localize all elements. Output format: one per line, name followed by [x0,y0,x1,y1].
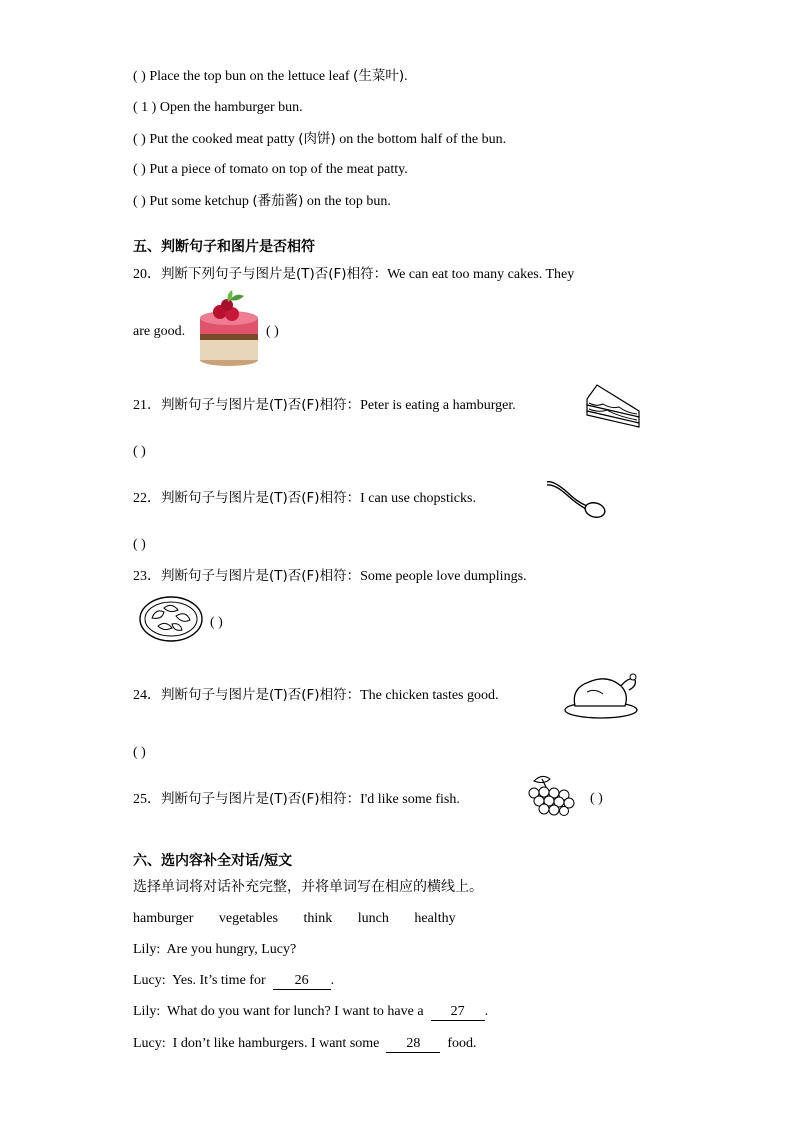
word-option: lunch [357,911,389,926]
grapes-icon [520,773,580,817]
question-22: 22．判断句子与图片是(T)否(F)相符：I can use chopsticks. [133,490,476,506]
word-option: think [303,911,333,926]
dialogue-line-4: Lucy: I don’t like hamburgers. I want some 28 food. [133,1036,477,1051]
answer-blank-26[interactable]: 26 [273,973,331,990]
question-20-cont: are good. [133,324,186,339]
dialogue-line-2: Lucy: Yes. It’s time for 26 . [133,973,335,988]
word-bank [133,910,478,928]
word-option: hamburger [133,911,194,926]
ordering-item-2: ( 1 ) Open the hamburger bun. [133,100,303,115]
answer-paren-20[interactable]: ( ) [266,324,279,339]
answer-paren[interactable]: ( ) [133,194,146,209]
answer-paren[interactable]: ( ) [133,162,146,177]
answer-blank-28[interactable]: 28 [386,1036,440,1053]
word-option: vegetables [218,911,278,926]
answer-paren[interactable]: ( ) [133,69,146,84]
sandwich-icon [583,383,641,429]
ordering-item-3: ( ) Put the cooked meat patty (肉饼) on the bottom half of the bun. [133,131,507,147]
ordering-item-4: ( ) Put a piece of tomato on top of the meat patty. [133,162,408,177]
spoon-icon [543,478,607,520]
answer-paren-23[interactable]: ( ) [210,615,223,630]
dialogue-line-3: Lily: What do you want for lunch? I want to have a 27 . [133,1004,489,1019]
instruction: 选择单词将对话补充完整，并将单词写在相应的横线上。 [133,879,483,895]
question-21: 21．判断句子与图片是(T)否(F)相符：Peter is eating a hamburger. [133,397,516,413]
answer-paren-24[interactable]: ( ) [133,745,146,760]
section-heading: 六、选内容补全对话/短文 [133,853,293,869]
answer-paren[interactable]: ( 1 ) [133,100,157,115]
question-20: 20．判断下列句子与图片是(T)否(F)相符：We can eat too many cakes. They [133,266,575,282]
dialogue-line-1: Lily: Are you hungry, Lucy? [133,942,297,957]
question-25: 25．判断句子与图片是(T)否(F)相符：I'd like some fish. [133,791,460,807]
dumplings-icon [138,594,204,644]
section-heading: 五、判断句子和图片是否相符 [133,239,315,255]
answer-blank-27[interactable]: 27 [431,1004,485,1021]
ordering-item-1: ( ) Place the top bun on the lettuce leaf (生菜叶). [133,68,408,84]
answer-paren-22[interactable]: ( ) [133,537,146,552]
answer-paren-21[interactable]: ( ) [133,444,146,459]
cake-icon [198,290,260,368]
question-24: 24．判断句子与图片是(T)否(F)相符：The chicken tastes good. [133,687,499,703]
answer-paren[interactable]: ( ) [133,132,146,147]
roast-chicken-icon [563,668,643,720]
question-23: 23．判断句子与图片是(T)否(F)相符：Some people love dumplings. [133,568,527,584]
ordering-item-5: ( ) Put some ketchup (番茄酱) on the top bun. [133,193,391,209]
word-option: healthy [414,911,456,926]
answer-paren-25[interactable]: ( ) [590,791,603,806]
